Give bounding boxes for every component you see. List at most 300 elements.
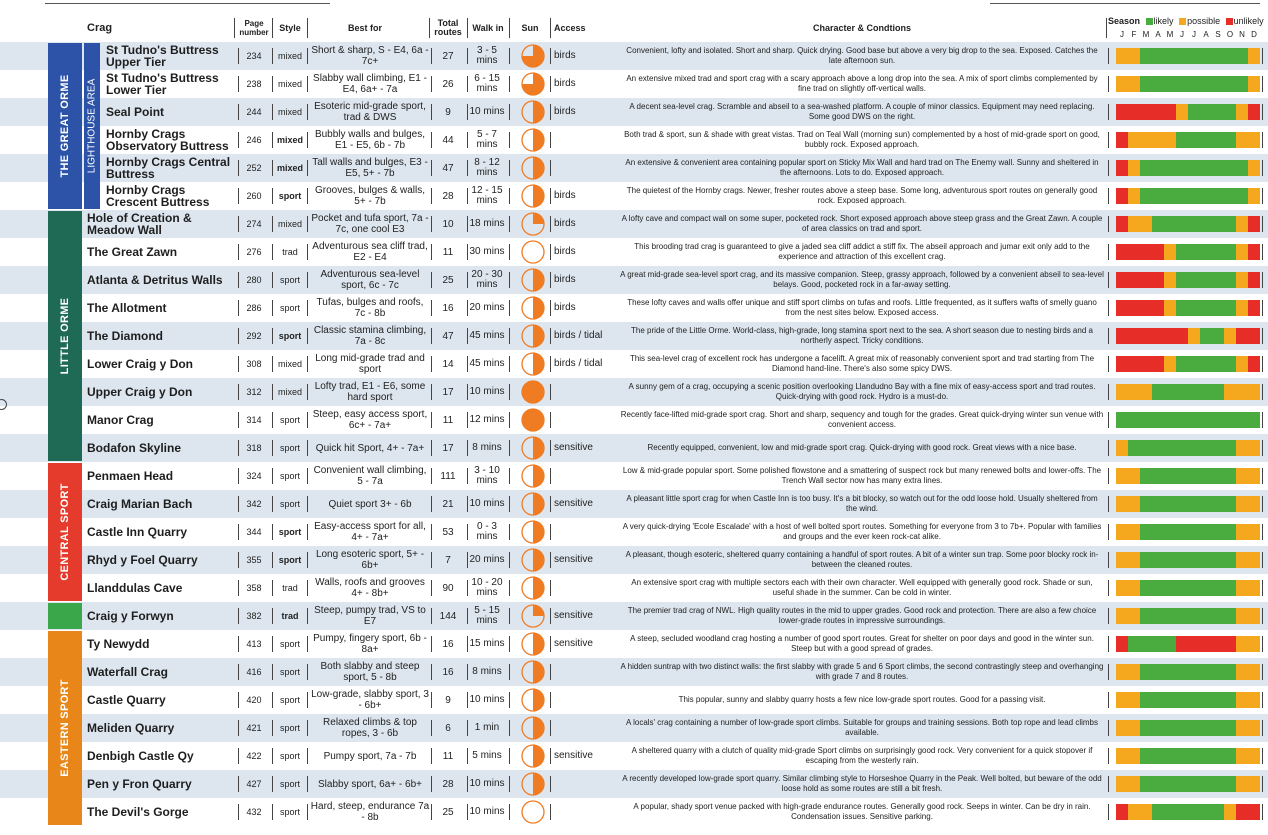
season-month-block bbox=[1164, 552, 1176, 568]
character-conditions: Low & mid-grade popular sport. Some polished flowstone and a smattering of suspect rock but many renewed bolts and lower-offs. The Trench Wall sector now has many extra lines. bbox=[622, 466, 1102, 485]
sun-icon bbox=[521, 184, 545, 208]
season-month-block bbox=[1164, 384, 1176, 400]
header-character: Character & Condtions bbox=[812, 22, 911, 33]
cell-divider bbox=[1262, 132, 1263, 148]
season-month-block bbox=[1176, 468, 1188, 484]
season-month-block bbox=[1236, 664, 1248, 680]
season-month-block bbox=[1116, 748, 1128, 764]
season-month-block bbox=[1212, 300, 1224, 316]
likely-swatch bbox=[1146, 18, 1153, 25]
season-month-block bbox=[1140, 412, 1152, 428]
season-month-block bbox=[1248, 384, 1260, 400]
sun-cell bbox=[519, 798, 547, 826]
season-month-block bbox=[1212, 132, 1224, 148]
legend-possible: possible bbox=[1187, 16, 1221, 26]
season-month-block bbox=[1176, 244, 1188, 260]
season-month-block bbox=[1128, 272, 1140, 288]
region-label-text: EASTERN SPORT bbox=[59, 679, 71, 777]
access-note: birds bbox=[554, 106, 576, 117]
crag-name: Lower Craig y Don bbox=[87, 357, 194, 371]
season-month-block bbox=[1164, 188, 1176, 204]
cell-divider bbox=[307, 720, 308, 736]
table-row bbox=[0, 182, 1268, 210]
season-month-block bbox=[1236, 748, 1248, 764]
month-label: J bbox=[1192, 30, 1196, 39]
season-month-block bbox=[1152, 412, 1164, 428]
season-month-block bbox=[1212, 468, 1224, 484]
season-month-block bbox=[1128, 216, 1140, 232]
walk-in: 10 mins bbox=[469, 498, 505, 509]
season-month-block bbox=[1248, 720, 1260, 736]
page-number: 238 bbox=[246, 79, 262, 89]
sun-icon bbox=[521, 156, 545, 180]
table-row bbox=[0, 658, 1268, 686]
season-month-block bbox=[1248, 692, 1260, 708]
season-month-block bbox=[1224, 300, 1236, 316]
season-month-block bbox=[1236, 244, 1248, 260]
season-month-block bbox=[1176, 440, 1188, 456]
access-note: birds bbox=[554, 302, 576, 313]
page-number: 312 bbox=[246, 387, 262, 397]
cell-divider bbox=[1262, 328, 1263, 344]
season-month-block bbox=[1176, 496, 1188, 512]
cell-divider bbox=[509, 300, 510, 316]
page-number: 314 bbox=[246, 415, 262, 425]
cell-divider bbox=[1108, 440, 1109, 456]
season-month-block bbox=[1236, 580, 1248, 596]
crag-style: sport bbox=[279, 807, 300, 817]
season-month-block bbox=[1128, 48, 1140, 64]
sun-cell bbox=[519, 98, 547, 126]
cell-divider bbox=[550, 748, 551, 764]
best-for: Long mid-grade trad and sport bbox=[315, 353, 425, 375]
season-month-block bbox=[1128, 804, 1140, 820]
access-note: birds bbox=[554, 50, 576, 61]
walk-in: 10 mins bbox=[469, 694, 505, 705]
total-routes: 21 bbox=[442, 498, 454, 510]
walk-in: 30 mins bbox=[469, 246, 505, 257]
crag-name: Upper Craig y Don bbox=[87, 385, 193, 399]
season-month-block bbox=[1200, 188, 1212, 204]
cell-divider bbox=[1108, 216, 1109, 232]
season-month-block bbox=[1140, 300, 1152, 316]
season-title: Season bbox=[1108, 16, 1141, 26]
header-divider bbox=[429, 18, 430, 38]
access-note bbox=[554, 518, 614, 546]
season-month-block bbox=[1116, 692, 1128, 708]
season-month-block bbox=[1200, 76, 1212, 92]
walk-in: 18 mins bbox=[469, 218, 505, 229]
sun-cell bbox=[519, 406, 547, 434]
cell-divider bbox=[1262, 776, 1263, 792]
season-month-block bbox=[1200, 608, 1212, 624]
season-month-block bbox=[1164, 76, 1176, 92]
season-month-block bbox=[1152, 552, 1164, 568]
cell-divider bbox=[509, 244, 510, 260]
season-bar bbox=[1116, 76, 1260, 92]
season-month-block bbox=[1116, 524, 1128, 540]
season-bar bbox=[1116, 160, 1260, 176]
season-month-block bbox=[1236, 468, 1248, 484]
cell-divider bbox=[550, 188, 551, 204]
total-routes: 144 bbox=[439, 610, 457, 622]
season-month-block bbox=[1176, 636, 1188, 652]
season-month-block bbox=[1248, 160, 1260, 176]
total-routes: 28 bbox=[442, 778, 454, 790]
season-bar bbox=[1116, 664, 1260, 680]
season-month-block bbox=[1128, 636, 1140, 652]
season-month-block bbox=[1212, 496, 1224, 512]
cell-divider bbox=[1108, 160, 1109, 176]
season-month-block bbox=[1164, 748, 1176, 764]
cell-divider bbox=[307, 468, 308, 484]
season-month-block bbox=[1116, 300, 1128, 316]
season-month-block bbox=[1116, 104, 1128, 120]
total-routes: 28 bbox=[442, 190, 454, 202]
season-month-block bbox=[1116, 188, 1128, 204]
best-for: Low-grade, slabby sport, 3 - 6b+ bbox=[311, 689, 429, 711]
region-label bbox=[48, 603, 82, 629]
walk-in: 15 mins bbox=[469, 638, 505, 649]
sun-cell bbox=[519, 602, 547, 630]
season-month-block bbox=[1128, 384, 1140, 400]
best-for: Quick hit Sport, 4+ - 7a+ bbox=[315, 442, 425, 454]
cell-divider bbox=[509, 692, 510, 708]
crag-name: Manor Crag bbox=[87, 413, 154, 427]
crag-style: sport bbox=[279, 471, 300, 481]
season-month-block bbox=[1248, 608, 1260, 624]
season-month-block bbox=[1248, 636, 1260, 652]
cell-divider bbox=[509, 216, 510, 232]
access-note bbox=[554, 154, 614, 182]
crag-style: sport bbox=[279, 723, 300, 733]
season-month-block bbox=[1200, 468, 1212, 484]
cell-divider bbox=[509, 272, 510, 288]
table-row bbox=[0, 266, 1268, 294]
season-month-block bbox=[1188, 580, 1200, 596]
cell-divider bbox=[307, 580, 308, 596]
season-month-block bbox=[1248, 496, 1260, 512]
season-month-block bbox=[1224, 384, 1236, 400]
page-number: 355 bbox=[246, 555, 262, 565]
cell-divider bbox=[509, 664, 510, 680]
cell-divider bbox=[307, 496, 308, 512]
cell-divider bbox=[550, 776, 551, 792]
cell-divider bbox=[550, 412, 551, 428]
season-month-block bbox=[1152, 48, 1164, 64]
walk-in: 1 min bbox=[474, 722, 500, 733]
season-bar bbox=[1116, 216, 1260, 232]
season-month-block bbox=[1200, 748, 1212, 764]
season-month-block bbox=[1164, 356, 1176, 372]
page-number: 416 bbox=[246, 667, 262, 677]
header-crag: Crag bbox=[87, 21, 113, 34]
season-month-block bbox=[1116, 636, 1128, 652]
cell-divider bbox=[1262, 720, 1263, 736]
walk-in: 20 - 30 mins bbox=[471, 269, 503, 290]
season-month-block bbox=[1200, 636, 1212, 652]
season-month-block bbox=[1224, 104, 1236, 120]
page-number: 276 bbox=[246, 247, 262, 257]
cell-divider bbox=[550, 440, 551, 456]
sun-icon bbox=[521, 100, 545, 124]
season-month-block bbox=[1236, 48, 1248, 64]
season-bar bbox=[1116, 132, 1260, 148]
page-number: 234 bbox=[246, 51, 262, 61]
season-bar bbox=[1116, 580, 1260, 596]
table-row bbox=[0, 630, 1268, 658]
total-routes: 16 bbox=[442, 666, 454, 678]
walk-in: 12 mins bbox=[469, 414, 505, 425]
best-for: Grooves, bulges & walls, 5+ - 7b bbox=[314, 185, 426, 207]
cell-divider bbox=[509, 132, 510, 148]
season-month-block bbox=[1164, 244, 1176, 260]
character-conditions: Recently face-lifted mid-grade sport crag. Short and sharp, sequency and tough for the grades. Great quick-drying winter sun venue with convenient access. bbox=[620, 410, 1104, 429]
season-month-block bbox=[1188, 272, 1200, 288]
season-month-block bbox=[1212, 748, 1224, 764]
table-row bbox=[0, 686, 1268, 714]
page-number: 427 bbox=[246, 779, 262, 789]
season-month-block bbox=[1116, 412, 1128, 428]
season-month-block bbox=[1116, 552, 1128, 568]
cell-divider bbox=[550, 132, 551, 148]
best-for: Pocket and tufa sport, 7a - 7c, one cool E3 bbox=[311, 213, 429, 235]
season-month-block bbox=[1140, 608, 1152, 624]
best-for: Hard, steep, endurance 7a - 8b bbox=[310, 801, 430, 823]
best-for: Walls, roofs and grooves 4+ - 8b+ bbox=[315, 577, 425, 599]
cell-divider bbox=[1262, 580, 1263, 596]
sun-cell bbox=[519, 462, 547, 490]
character-conditions: The quietest of the Hornby crags. Newer, fresher routes above a steep base. Some long, adventurous sport routes on generally good rock. Exposed approach. bbox=[626, 186, 1098, 205]
season-month-block bbox=[1116, 664, 1128, 680]
access-note bbox=[554, 770, 614, 798]
season-month-block bbox=[1128, 356, 1140, 372]
season-month-block bbox=[1140, 104, 1152, 120]
sun-cell bbox=[519, 574, 547, 602]
cell-divider bbox=[509, 76, 510, 92]
season-month-block bbox=[1140, 524, 1152, 540]
cell-divider bbox=[307, 188, 308, 204]
season-month-block bbox=[1224, 328, 1236, 344]
season-month-block bbox=[1164, 216, 1176, 232]
total-routes: 17 bbox=[442, 442, 454, 454]
season-month-block bbox=[1164, 300, 1176, 316]
cell-divider bbox=[307, 524, 308, 540]
access-note: birds bbox=[554, 218, 576, 229]
header-divider bbox=[234, 18, 235, 38]
season-month-block bbox=[1188, 48, 1200, 64]
season-month-block bbox=[1200, 384, 1212, 400]
season-month-block bbox=[1224, 244, 1236, 260]
sun-icon bbox=[521, 44, 545, 68]
season-bar bbox=[1116, 608, 1260, 624]
sun-cell bbox=[519, 266, 547, 294]
table-row bbox=[0, 462, 1268, 490]
table-row bbox=[0, 238, 1268, 266]
walk-in: 10 mins bbox=[469, 778, 505, 789]
cell-divider bbox=[1262, 440, 1263, 456]
cell-divider bbox=[550, 720, 551, 736]
season-month-block bbox=[1200, 440, 1212, 456]
cell-divider bbox=[550, 356, 551, 372]
sun-cell bbox=[519, 686, 547, 714]
season-month-block bbox=[1116, 384, 1128, 400]
season-month-block bbox=[1164, 776, 1176, 792]
season-month-block bbox=[1248, 580, 1260, 596]
sun-icon bbox=[521, 296, 545, 320]
season-month-block bbox=[1140, 692, 1152, 708]
cell-divider bbox=[509, 384, 510, 400]
sun-icon bbox=[521, 800, 545, 824]
sun-cell bbox=[519, 70, 547, 98]
crag-name: Denbigh Castle Qy bbox=[87, 749, 194, 763]
table-row bbox=[0, 406, 1268, 434]
season-month-block bbox=[1248, 272, 1260, 288]
cell-divider bbox=[307, 748, 308, 764]
cell-divider bbox=[1108, 776, 1109, 792]
season-month-block bbox=[1176, 160, 1188, 176]
sun-icon bbox=[521, 632, 545, 656]
walk-in: 20 mins bbox=[469, 554, 505, 565]
season-month-block bbox=[1152, 76, 1164, 92]
season-legend bbox=[1108, 16, 1264, 26]
season-month-block bbox=[1248, 412, 1260, 428]
season-month-block bbox=[1212, 328, 1224, 344]
season-month-block bbox=[1200, 244, 1212, 260]
month-label: M bbox=[1142, 30, 1150, 39]
crag-style: mixed bbox=[277, 107, 302, 117]
sun-icon bbox=[521, 604, 545, 628]
season-month-block bbox=[1212, 272, 1224, 288]
total-routes: 25 bbox=[442, 274, 454, 286]
season-month-block bbox=[1248, 440, 1260, 456]
total-routes: 47 bbox=[442, 162, 454, 174]
season-month-block bbox=[1128, 412, 1140, 428]
cell-divider bbox=[1108, 244, 1109, 260]
sun-cell bbox=[519, 238, 547, 266]
season-month-block bbox=[1224, 496, 1236, 512]
access-note: sensitive bbox=[554, 638, 593, 649]
season-month-block bbox=[1200, 412, 1212, 428]
cell-divider bbox=[307, 76, 308, 92]
season-month-block bbox=[1224, 132, 1236, 148]
crag-style: trad bbox=[281, 611, 299, 621]
season-month-block bbox=[1140, 216, 1152, 232]
character-conditions: The premier trad crag of NWL. High quality routes in the mid to upper grades. Good rock and protection. There are also a few choice lower-grade routes in impressive surroundings. bbox=[627, 606, 1097, 625]
character-conditions: Recently equipped, convenient, low and mid-grade sport crag. Quick-drying with good rock. Great views with a nice base. bbox=[647, 443, 1077, 452]
page-number: 274 bbox=[246, 219, 262, 229]
cell-divider bbox=[509, 552, 510, 568]
season-month-block bbox=[1164, 692, 1176, 708]
season-month-block bbox=[1200, 804, 1212, 820]
best-for: Easy-access sport for all, 4+ - 7a+ bbox=[314, 521, 426, 543]
total-routes: 90 bbox=[442, 582, 454, 594]
season-month-block bbox=[1248, 132, 1260, 148]
cell-divider bbox=[1262, 496, 1263, 512]
season-month-block bbox=[1140, 720, 1152, 736]
season-month-block bbox=[1152, 664, 1164, 680]
crag-name: Rhyd y Foel Quarry bbox=[87, 553, 198, 567]
season-month-block bbox=[1164, 496, 1176, 512]
table-row bbox=[0, 42, 1268, 70]
season-month-block bbox=[1152, 328, 1164, 344]
best-for: Slabby sport, 6a+ - 6b+ bbox=[318, 778, 422, 790]
season-month-block bbox=[1164, 636, 1176, 652]
cell-divider bbox=[509, 636, 510, 652]
season-month-block bbox=[1200, 664, 1212, 680]
sun-icon bbox=[521, 352, 545, 376]
season-month-block bbox=[1236, 104, 1248, 120]
best-for: Lofty trad, E1 - E6, some hard sport bbox=[314, 381, 426, 403]
total-routes: 17 bbox=[442, 386, 454, 398]
season-month-block bbox=[1236, 300, 1248, 316]
crag-name: Craig Marian Bach bbox=[87, 497, 193, 511]
header-divider bbox=[307, 18, 308, 38]
season-month-block bbox=[1188, 496, 1200, 512]
crag-name: The Great Zawn bbox=[87, 245, 178, 259]
season-month-block bbox=[1140, 496, 1152, 512]
season-month-block bbox=[1212, 160, 1224, 176]
walk-in: 20 mins bbox=[469, 302, 505, 313]
season-month-block bbox=[1176, 104, 1188, 120]
table-row bbox=[0, 378, 1268, 406]
crag-style: sport bbox=[279, 303, 300, 313]
sun-icon bbox=[521, 72, 545, 96]
season-month-block bbox=[1140, 244, 1152, 260]
crag-style: sport bbox=[279, 415, 300, 425]
cell-divider bbox=[307, 48, 308, 64]
season-month-block bbox=[1200, 692, 1212, 708]
season-month-block bbox=[1212, 580, 1224, 596]
total-routes: 16 bbox=[442, 302, 454, 314]
season-month-block bbox=[1200, 580, 1212, 596]
sun-icon bbox=[521, 716, 545, 740]
season-month-block bbox=[1164, 804, 1176, 820]
crag-name: Craig y Forwyn bbox=[87, 609, 174, 623]
table-row bbox=[0, 714, 1268, 742]
crag-style: mixed bbox=[276, 163, 303, 173]
season-month-block bbox=[1152, 580, 1164, 596]
season-month-block bbox=[1200, 720, 1212, 736]
cell-divider bbox=[550, 328, 551, 344]
total-routes: 53 bbox=[442, 526, 454, 538]
header-walk: Walk in bbox=[472, 22, 504, 33]
crag-style: sport bbox=[279, 639, 300, 649]
season-month-block bbox=[1140, 636, 1152, 652]
sun-icon bbox=[521, 660, 545, 684]
cell-divider bbox=[509, 496, 510, 512]
header-total: Total routes bbox=[434, 18, 462, 37]
season-month-block bbox=[1140, 160, 1152, 176]
crag-name: Ty Newydd bbox=[87, 637, 150, 651]
season-month-block bbox=[1116, 608, 1128, 624]
season-month-block bbox=[1188, 692, 1200, 708]
page-number: 292 bbox=[246, 331, 262, 341]
season-month-block bbox=[1164, 580, 1176, 596]
walk-in: 12 - 15 mins bbox=[471, 185, 503, 206]
season-bar bbox=[1116, 552, 1260, 568]
cell-divider bbox=[1262, 636, 1263, 652]
cell-divider bbox=[1108, 356, 1109, 372]
season-month-block bbox=[1248, 328, 1260, 344]
cell-divider bbox=[550, 804, 551, 820]
cell-divider bbox=[1262, 160, 1263, 176]
page-number: 246 bbox=[246, 135, 262, 145]
character-conditions: Convenient, lofty and isolated. Short and sharp. Quick drying. Good base but above a very big drop to the sea. Exposed. Catches the late afternoon sun. bbox=[626, 46, 1098, 65]
season-month-block bbox=[1116, 776, 1128, 792]
header-page: Page number bbox=[239, 19, 269, 37]
walk-in: 5 mins bbox=[472, 750, 502, 761]
